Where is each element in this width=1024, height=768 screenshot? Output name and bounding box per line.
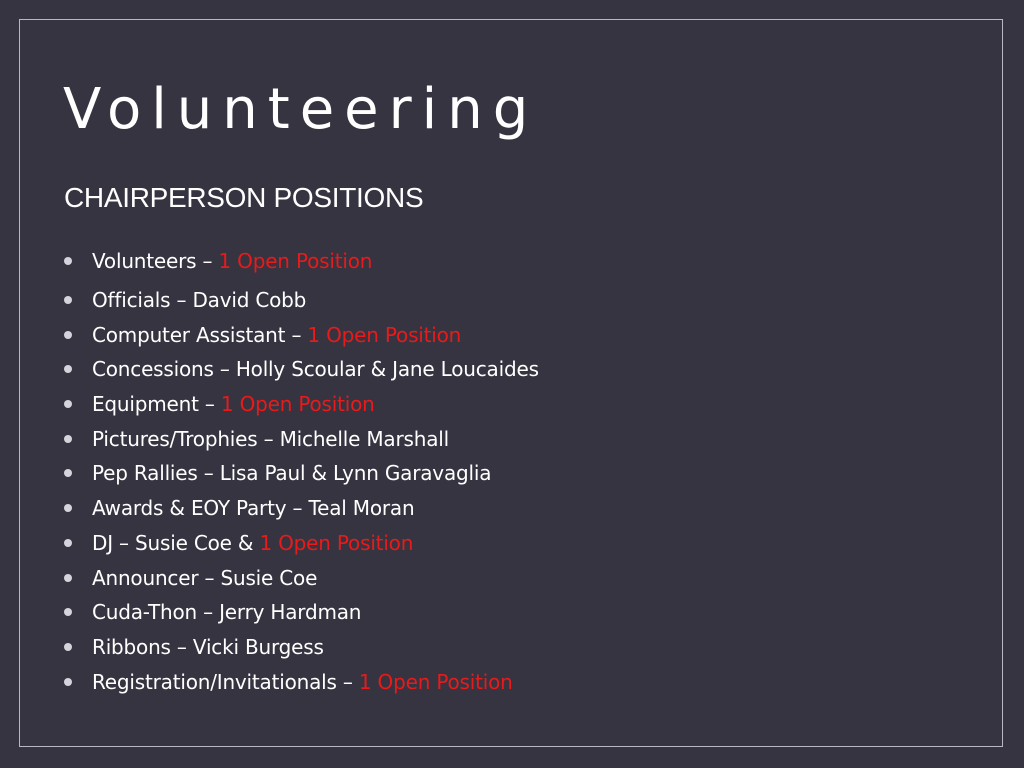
position-role: Pep Rallies –	[92, 461, 220, 486]
bullet-icon	[64, 469, 72, 477]
position-role: Officials –	[92, 288, 193, 312]
bullet-icon	[64, 400, 72, 408]
position-holders: Vicki Burgess	[192, 634, 324, 659]
open-position-label: 1 Open Position	[218, 249, 373, 273]
position-holders: Teal Moran	[308, 496, 415, 521]
list-item	[62, 665, 539, 700]
list-item	[62, 456, 539, 491]
positions-list	[62, 244, 539, 699]
list-item	[62, 244, 539, 283]
slide-title: Volunteering	[63, 77, 539, 142]
position-role: Cuda-Thon –	[92, 600, 220, 625]
position-holders: Holly Scoular & Jane Loucaides	[235, 357, 539, 382]
bullet-icon	[64, 365, 72, 373]
position-role: Announcer –	[92, 565, 221, 590]
bullet-icon	[64, 257, 72, 265]
position-role: Volunteers –	[92, 249, 219, 273]
list-item	[62, 318, 539, 353]
position-role: Awards & EOY Party –	[92, 496, 309, 521]
position-holders: Susie Coe	[220, 565, 318, 590]
bullet-icon	[64, 678, 72, 686]
position-role: DJ –	[92, 530, 136, 555]
bullet-icon	[64, 504, 72, 512]
bullet-icon	[64, 608, 72, 616]
list-item	[62, 352, 539, 387]
list-item	[62, 491, 539, 526]
position-role: Pictures/Trophies –	[92, 426, 280, 451]
position-role: Equipment –	[92, 392, 221, 417]
position-role: Computer Assistant –	[92, 322, 308, 347]
list-item	[62, 387, 539, 422]
bullet-icon	[64, 643, 72, 651]
open-position-label: 1 Open Position	[259, 530, 414, 555]
open-position-label: 1 Open Position	[307, 322, 462, 347]
position-role: Registration/Invitationals –	[92, 669, 359, 694]
position-role: Concessions –	[92, 357, 236, 382]
list-item	[62, 422, 539, 457]
bullet-icon	[64, 296, 72, 304]
position-holders: Lisa Paul & Lynn Garavaglia	[219, 461, 492, 486]
position-role: Ribbons –	[92, 634, 193, 659]
list-item	[62, 595, 539, 630]
bullet-icon	[64, 574, 72, 582]
position-holders: Michelle Marshall	[279, 426, 449, 451]
open-position-label: 1 Open Position	[220, 392, 375, 417]
position-holders: Susie Coe &	[135, 530, 260, 555]
list-item	[62, 283, 539, 318]
slide-subtitle: CHAIRPERSON POSITIONS	[64, 182, 424, 213]
bullet-icon	[64, 331, 72, 339]
list-item	[62, 630, 539, 665]
position-holders: Jerry Hardman	[219, 600, 362, 625]
open-position-label: 1 Open Position	[358, 669, 513, 694]
position-holders: David Cobb	[192, 288, 307, 312]
list-item	[62, 561, 539, 596]
list-item	[62, 526, 539, 561]
bullet-icon	[64, 539, 72, 547]
bullet-icon	[64, 435, 72, 443]
